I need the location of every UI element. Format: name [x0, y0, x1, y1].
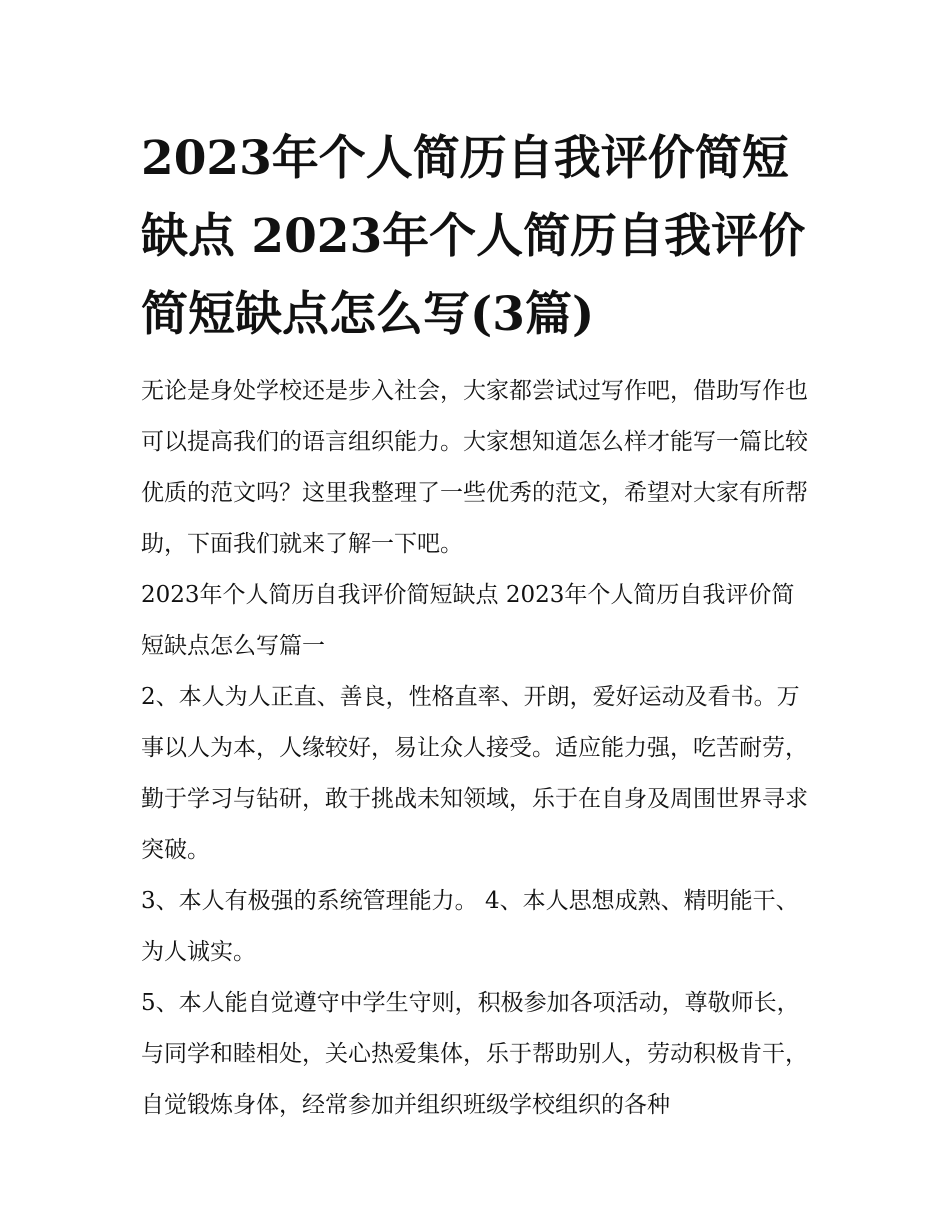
document-page [141, 120, 813, 1131]
intro-paragraph: 无论是身处学校还是步入社会，大家都尝试过写作吧，借助写作也可以提高我们的语言组织能力。大家想知道怎么样才能写一篇比较优质的范文吗？这里我整理了一些优秀的范文，希望对大家有所帮助，下面我们就来了解一下吧。 [141, 378, 808, 557]
item-2-paragraph: 2、本人为人正直、善良，性格直率、开朗，爱好运动及看书。万事以人为本，人缘较好，易让众人接受。适应能力强，吃苦耐劳，勤于学习与钻研，敢于挑战未知领域，乐于在自身及周围世界寻求突破。 [141, 684, 808, 863]
item-5-paragraph: 5、本人能自觉遵守中学生守则，积极参加各项活动，尊敬师长，与同学和睦相处，关心热爱集体，乐于帮助别人，劳动积极肯干，自觉锻炼身体，经常参加并组织班级学校组织的各种 [141, 990, 808, 1118]
section-heading: 2023年个人简历自我评价简短缺点 2023年个人简历自我评价简短缺点怎么写篇一 [141, 582, 795, 659]
item-3-4-paragraph: 3、本人有极强的系统管理能力。 4、本人思想成熟、精明能干、为人诚实。 [141, 888, 799, 965]
document-title: 2023年个人简历自我评价简短缺点 2023年个人简历自我评价简短缺点怎么写(3篇) [141, 131, 806, 342]
